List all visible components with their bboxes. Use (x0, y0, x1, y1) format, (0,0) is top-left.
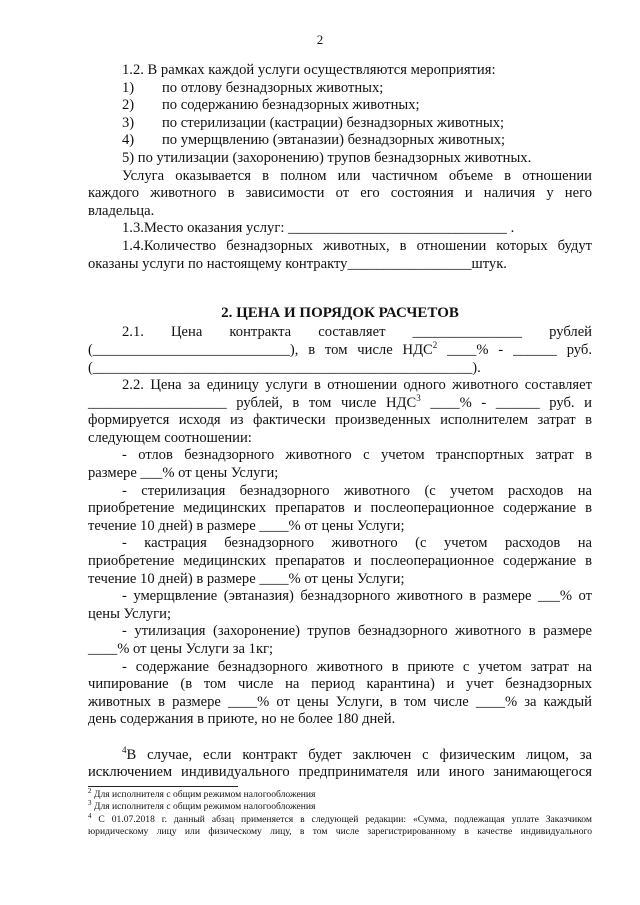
text-line (88, 168, 592, 186)
line-text: 2. ЦЕНА И ПОРЯДОК РАСЧЕТОВ (221, 304, 459, 321)
text-line (88, 342, 592, 360)
page-number: 2 (316, 32, 324, 47)
text-line (88, 500, 592, 518)
blank-line (88, 273, 592, 291)
text-line (88, 744, 592, 765)
line-text: 1.4.Количество безнадзорных животных, в отношении которых будут (122, 237, 592, 254)
text-line (88, 256, 592, 274)
line-text: 5) по утилизации (захоронению) трупов безнадзорных животных. (122, 149, 532, 166)
list-text: по отлову безнадзорных животных; (162, 79, 384, 96)
text-line (88, 132, 592, 150)
text-line (88, 97, 592, 115)
text-line (88, 447, 592, 465)
text-line (88, 659, 592, 677)
footnote-text: С 01.07.2018 г. данный абзац применяется в следующей редакции: «Сумма, подлежащая уплате Заказчиком (91, 813, 592, 825)
text-line (88, 203, 592, 221)
line-text: ____% от цены Услуги за 1кг; (88, 641, 274, 657)
line-text: - отлов безнадзорного животного с учетом транспортных затрат в (122, 447, 592, 464)
line-text: владельца. (88, 202, 155, 219)
footnote-line (88, 811, 592, 826)
footnote-ref: 3 (416, 392, 421, 403)
text-line (88, 430, 592, 448)
line-text: 1.3.Место оказания услуг: ______________________________ . (122, 220, 515, 237)
line-text: приобретение медицинских препаратов и послеоперационное содержание в (88, 553, 592, 570)
footnote-mark: 4 (88, 811, 92, 820)
text-line (88, 377, 592, 395)
text-line (88, 623, 592, 641)
line-text: (____________________________________________________). (88, 359, 481, 376)
line-text: следующем соотношении: (88, 429, 252, 446)
section-heading (88, 305, 592, 323)
line-text: день содержания в приюте, но не более 180 дней. (88, 711, 396, 728)
line-text: - утилизация (захоронение) трупов безнадзорного животного в размере (122, 623, 592, 640)
text-line (88, 360, 592, 378)
text-line (88, 115, 592, 133)
line-text: исключением индивидуального предпринимателя или иного занимающегося (88, 764, 592, 781)
line-text: течение 10 дней) в размере ____% от цены Услуги; (88, 570, 405, 587)
line-text: чипирование (в том числе на период карантина) и учет безнадзорных (88, 676, 592, 693)
line-text: - содержание безнадзорного животного в приюте с учетом затрат на (122, 658, 592, 675)
text-line (88, 238, 592, 256)
text-line (88, 588, 592, 606)
line-text: - умерщвление (эвтаназия) безнадзорного животного в размере ___% от (122, 588, 592, 605)
line-text: размере ___% от цены Услуги; (88, 465, 279, 482)
list-text: по умерщвлению (эвтаназии) безнадзорных животных; (162, 132, 506, 149)
text-line (88, 324, 592, 342)
text-line (88, 553, 592, 571)
text-line (88, 641, 592, 659)
footnote-ref: 4 (122, 744, 127, 755)
list-number: 2) (122, 97, 135, 114)
footnote-separator (88, 786, 238, 787)
footnote-mark: 2 (88, 786, 92, 795)
line-text: Услуга оказывается в полном или частичном объеме в отношении (122, 167, 592, 184)
footnote-text: Для исполнителя с общим режимом налогообложения (91, 801, 316, 813)
line-text: (___________________________), в том числе НДС (88, 341, 433, 358)
text-line (88, 764, 592, 782)
list-text: по содержанию безнадзорных животных; (162, 97, 420, 114)
list-number: 1) (122, 79, 135, 96)
line-text: животных в размере ____% от цены Услуги, в том числе ____% за каждый (88, 693, 592, 710)
text-line (88, 535, 592, 553)
text-line (88, 185, 592, 203)
footnote-line (88, 826, 592, 838)
line-text: 2.1. Цена контракта составляет _______________ рублей (122, 324, 592, 341)
text-line (88, 483, 592, 501)
text-line (88, 518, 592, 536)
line-text: цены Услуги; (88, 605, 172, 622)
line-text: ___________________ рублей, в том числе НДС (88, 394, 417, 411)
text-line (88, 465, 592, 483)
list-number: 4) (122, 132, 135, 149)
footnotes (88, 786, 592, 839)
line-text: формируется исходя из фактически произведенных исполнителем затрат в (88, 412, 592, 429)
line-text: В случае, если контракт будет заключен с физическим лицом, за (126, 746, 592, 763)
text-line (88, 676, 592, 694)
line-text: течение 10 дней) в размере ____% от цены Услуги; (88, 517, 405, 534)
line-text: каждого животного в зависимости от его состояния и наличия у него (88, 185, 592, 202)
text-line (88, 392, 592, 413)
footnote-text: Для исполнителя с общим режимом налогообложения (91, 789, 316, 800)
footnote-text: юридическому лицу или физическому лицу, в том числе зарегистрированному в качестве индивидуального (88, 826, 592, 838)
text-line (88, 412, 592, 430)
text-line (88, 150, 592, 168)
text-line (88, 711, 592, 729)
footnote-ref: 2 (432, 340, 438, 351)
footnote-line (88, 801, 592, 813)
line-text: оказаны услуги по настоящему контракту_________________штук. (88, 255, 507, 272)
text-line (88, 694, 592, 712)
line-text: - стерилизация безнадзорного животного (с учетом расходов на (122, 482, 592, 499)
line-tail: ____% - ______ руб. и (420, 394, 592, 411)
document-body (88, 62, 592, 782)
line-tail: ____% - ______ руб. (437, 341, 592, 358)
line-text: приобретение медицинских препаратов и послеоперационное содержание в (88, 500, 592, 517)
text-line (88, 62, 592, 80)
line-text: 1.2. В рамках каждой услуги осуществляются мероприятия: (122, 62, 496, 78)
list-number: 3) (122, 114, 135, 131)
text-line (88, 606, 592, 624)
text-line (88, 220, 592, 238)
blank-line (88, 729, 592, 747)
line-text: - кастрация безнадзорного животного (с учетом расходов на (122, 535, 592, 552)
text-line (88, 571, 592, 589)
list-text: по стерилизации (кастрации) безнадзорных животных; (162, 114, 505, 131)
footnote-line (88, 786, 592, 801)
text-line (88, 80, 592, 98)
line-text: 2.2. Цена за единицу услуги в отношении одного животного составляет (122, 377, 592, 394)
footnote-mark: 3 (88, 799, 92, 808)
